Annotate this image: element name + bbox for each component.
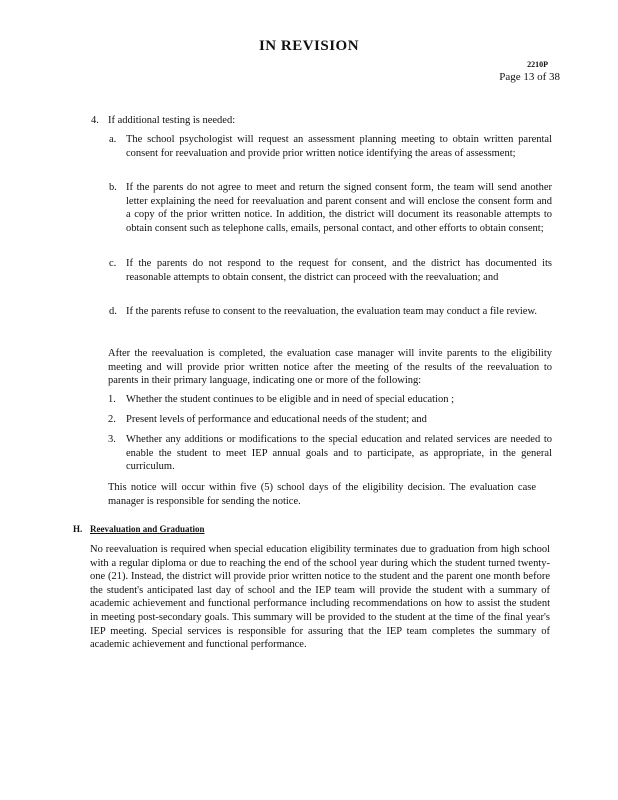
subitem-b-text: If the parents do not agree to meet and return the signed consent form, the team will send another letter explaining the need for reevaluation and parent consent and will enclose the consent form and a copy of the prior written notice. In addition, the district will document its reasonable attempts to obtain consent such as telephone calls, emails, personal contact, and other efforts to obtain consent; [126,182,552,234]
result-2-text: Present levels of performance and educational needs of the student; and [126,414,427,425]
page-title: IN REVISION [258,38,360,54]
subitem-d-text: If the parents refuse to consent to the reevaluation, the evaluation team may conduct a file review. [126,306,537,317]
section-h-title: Reevaluation and Graduation [90,524,205,534]
policy-code: 2210P [527,60,548,69]
subitem-c-text: If the parents do not respond to the request for consent, and the district has documented its reasonable attempts to obtain consent, the district can proceed with the reevaluation; and [126,258,552,283]
section-h-letter: H. [73,524,83,534]
result-2-number: 2. [108,414,116,425]
item-4-number: 4. [91,115,99,126]
after-reevaluation-paragraph: After the reevaluation is completed, the evaluation case manager will invite parents to the eligibility meeting and will provide prior written notice after the meeting of the results of the reevaluation to parents in their primary language, indicating one or more of the following: [108,348,552,387]
result-3-text: Whether any additions or modifications to the special education and related services are needed to enable the student to meet IEP annual goals and to participate, as appropriate, in the general curriculum. [126,434,552,473]
subitem-d-letter: d. [109,306,117,317]
result-1-text: Whether the student continues to be eligible and in need of special education ; [126,394,455,405]
result-3-number: 3. [108,434,116,445]
section-h-body: No reevaluation is required when special education eligibility terminates due to graduation from high school with a regular diploma or due to reaching the end of the school year during which the student turned twenty-one (21). Instead, the district will provide prior written notice to the student and the parent one month before the student's anticipated last day of school and the IEP team will provide the student with a summary of academic achievement and functional performance including recommendations on how to assist the student in meeting post-secondary goals. This summary will be provided to the student at the time of the final year's IEP meeting. Special services is responsible for assuring that the IEP team completes the summary of academic achievement and functional performance. [90,544,550,651]
subitem-b-letter: b. [109,182,117,193]
item-4-text: If additional testing is needed: [108,115,236,126]
page-number: Page 13 of 38 [499,71,560,83]
subitem-c-letter: c. [109,258,117,269]
notice-paragraph: This notice will occur within five (5) school days of the eligibility decision. The evaluation case manager is responsible for sending the notice. [108,482,536,507]
result-1-number: 1. [108,394,116,405]
subitem-a-text: The school psychologist will request an assessment planning meeting to obtain written parental consent for reevaluation and provide prior written notice identifying the areas of assessment; [126,134,552,159]
subitem-a-letter: a. [109,134,117,145]
